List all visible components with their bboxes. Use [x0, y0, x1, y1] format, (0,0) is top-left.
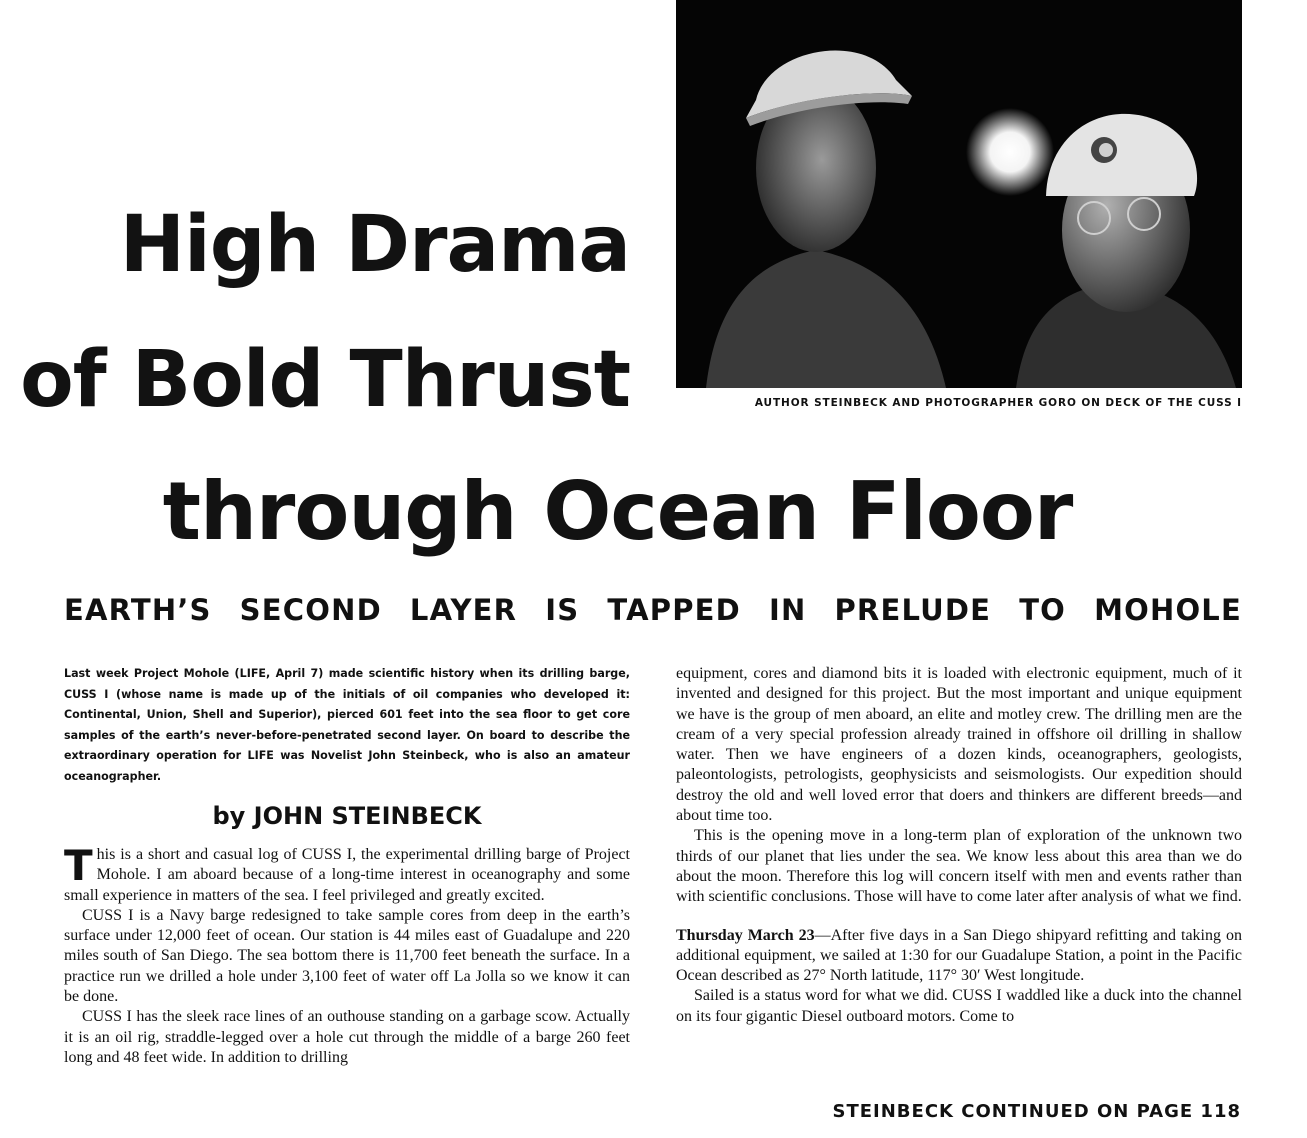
body-paragraph-1	[64, 841, 630, 906]
intro-paragraph: Last week Project Mohole (LIFE, April 7) made scientific history when its drilling barge, CUSS I (whose name is made up of the initials of oil companies who developed it: Continental, Union, Shell and Superior), pierced 601 feet into the sea floor to get core samples of the earth’s never-before-penetrated second layer. On board to describe the extraordinary operation for LIFE was Novelist John Steinbeck, who is also an amateur oceanographer.	[64, 667, 630, 783]
headline-line-1: High Drama	[119, 200, 630, 290]
continued-notice: STEINBECK CONTINUED ON PAGE 118	[832, 1101, 1241, 1122]
body-paragraph-1-text: his is a short and casual log of CUSS I, the experimental drilling barge of Project Mohole. I am aboard because of a long-time interest in oceanography and some small experience in matters of the sea. I feel privileged and greatly excited.	[64, 846, 630, 904]
byline: by JOHN STEINBECK	[212, 802, 482, 830]
drop-cap: T	[64, 841, 93, 890]
body-paragraph-7: Sailed is a status word for what we did. CUSS I waddled like a duck into the channel on its four gigantic Diesel outboard motors. Come to	[676, 987, 1242, 1025]
photo-illustration	[676, 0, 1242, 388]
article-column-left	[64, 664, 630, 1068]
author-photo	[676, 0, 1242, 388]
dateline: Thursday March 23	[676, 926, 815, 944]
body-paragraph-2: CUSS I is a Navy barge redesigned to take sample cores from deep in the earth’s surface under 12,000 feet of ocean. Our station is 44 miles east of Guadalupe and 220 miles south of San Diego. The sea bottom there is 11,700 feet beneath the surface. In a practice run we drilled a hole under 3,100 feet of water off La Jolla so we know it can be done.	[64, 906, 630, 1006]
article-column-right	[676, 664, 1242, 1027]
headline-line-3: through Ocean Floor	[162, 465, 1073, 558]
body-paragraph-6-text: —After five days in a San Diego shipyard refitting and taking on additional equipment, we sailed at 1:30 for our Guadalupe Station, a point in the Pacific Ocean described as 27° North latitude, 117° 30′ West longitude.	[676, 926, 1243, 985]
body-paragraph-5: This is the opening move in a long-term plan of exploration of the unknown two thirds of our planet that lies under the sea. We know less about this area than we do about the moon. Therefore this log will concern itself with men and events rather than with scientific conclusions. Those will have to come later after analysis of what we find.	[676, 827, 1242, 906]
body-paragraph-3: CUSS I has the sleek race lines of an outhouse standing on a garbage scow. Actually it is an oil rig, straddle-legged over a hole cut through the middle of a barge 260 feet long and 48 feet wide. In addition to drilling	[64, 1008, 630, 1066]
body-paragraph-6	[676, 926, 1242, 987]
body-paragraph-4: equipment, cores and diamond bits it is loaded with electronic equipment, much of it invented and designed for this project. But the most important and unique equipment we have is the group of men aboard, an elite and motley crew. The drilling men are the cream of a very special profession already trained in offshore oil drilling in shallow water. Then we have engineers of a dozen kinds, oceanographers, geologists, paleontologists, petrologists, geophysicists and seismologists. Our expedition should destroy the old and well loved error that doers and thinkers are different breeds—and about time too.	[676, 665, 1242, 825]
subheadline: EARTH’S SECOND LAYER IS TAPPED IN PRELUDE TO MOHOLE	[64, 593, 1242, 627]
photo-caption: AUTHOR STEINBECK AND PHOTOGRAPHER GORO ON DECK OF THE CUSS I	[754, 397, 1242, 409]
headline-line-2: of Bold Thrust	[20, 335, 630, 425]
